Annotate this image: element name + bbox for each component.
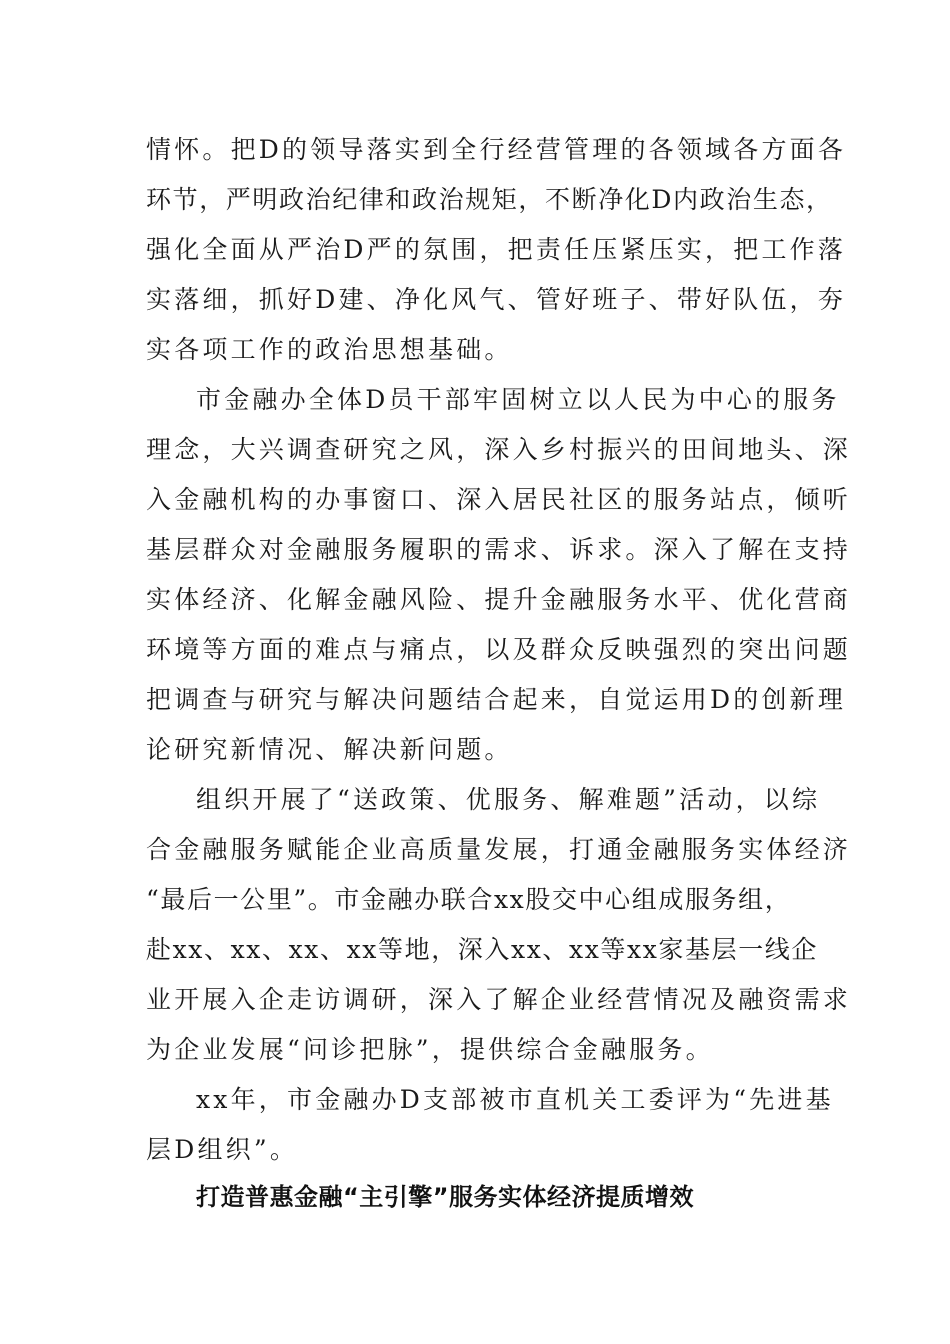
paragraph-start-line: 市金融办全体D员干部牢固树立以人民为中心的服务 [196, 385, 840, 414]
text-line: 实各项工作的政治思想基础。 [146, 335, 513, 364]
text-line: 理念，大兴调查研究之风，深入乡村振兴的田间地头、深 [146, 435, 852, 464]
text-line: “最后一公里”。市金融办联合xx股交中心组成服务组， [146, 885, 792, 914]
text-line: 把调查与研究与解决问题结合起来，自觉运用D的创新理 [146, 685, 847, 714]
text-line: 基层群众对金融服务履职的需求、诉求。深入了解在支持 [146, 535, 852, 564]
text-line: 实落细，抓好D建、净化风气、管好班子、带好队伍，夯 [146, 285, 847, 314]
text-line: 强化全面从严治D严的氛围，把责任压紧压实，把工作落 [146, 235, 847, 264]
text-line: 合金融服务赋能企业高质量发展，打通金融服务实体经济 [146, 835, 852, 864]
text-line: 业开展入企走访调研，深入了解企业经营情况及融资需求 [146, 985, 852, 1014]
text-line: 环境等方面的难点与痛点，以及群众反映强烈的突出问题 [146, 635, 852, 664]
text-line: 赴xx、xx、xx、xx等地，深入xx、xx等xx家基层一线企 [146, 935, 818, 964]
text-line: 实体经济、化解金融风险、提升金融服务水平、优化营商 [146, 585, 852, 614]
text-line: 为企业发展“问诊把脉”，提供综合金融服务。 [146, 1035, 714, 1064]
paragraph-start-line: 组织开展了“送政策、优服务、解难题”活动，以综 [196, 785, 821, 814]
text-line: 层D组织”。 [146, 1135, 299, 1164]
paragraph-start-line: xx年，市金融办D支部被市直机关工委评为“先进基 [196, 1085, 834, 1114]
text-line: 论研究新情况、解决新问题。 [146, 735, 513, 764]
text-line: 入金融机构的办事窗口、深入居民社区的服务站点，倾听 [146, 485, 852, 514]
section-heading: 打造普惠金融“主引擎”服务实体经济提质增效 [196, 1183, 695, 1211]
text-line: 环节，严明政治纪律和政治规矩，不断净化D内政治生态， [146, 185, 833, 214]
text-line: 情怀。把D的领导落实到全行经营管理的各领域各方面各 [146, 135, 847, 164]
